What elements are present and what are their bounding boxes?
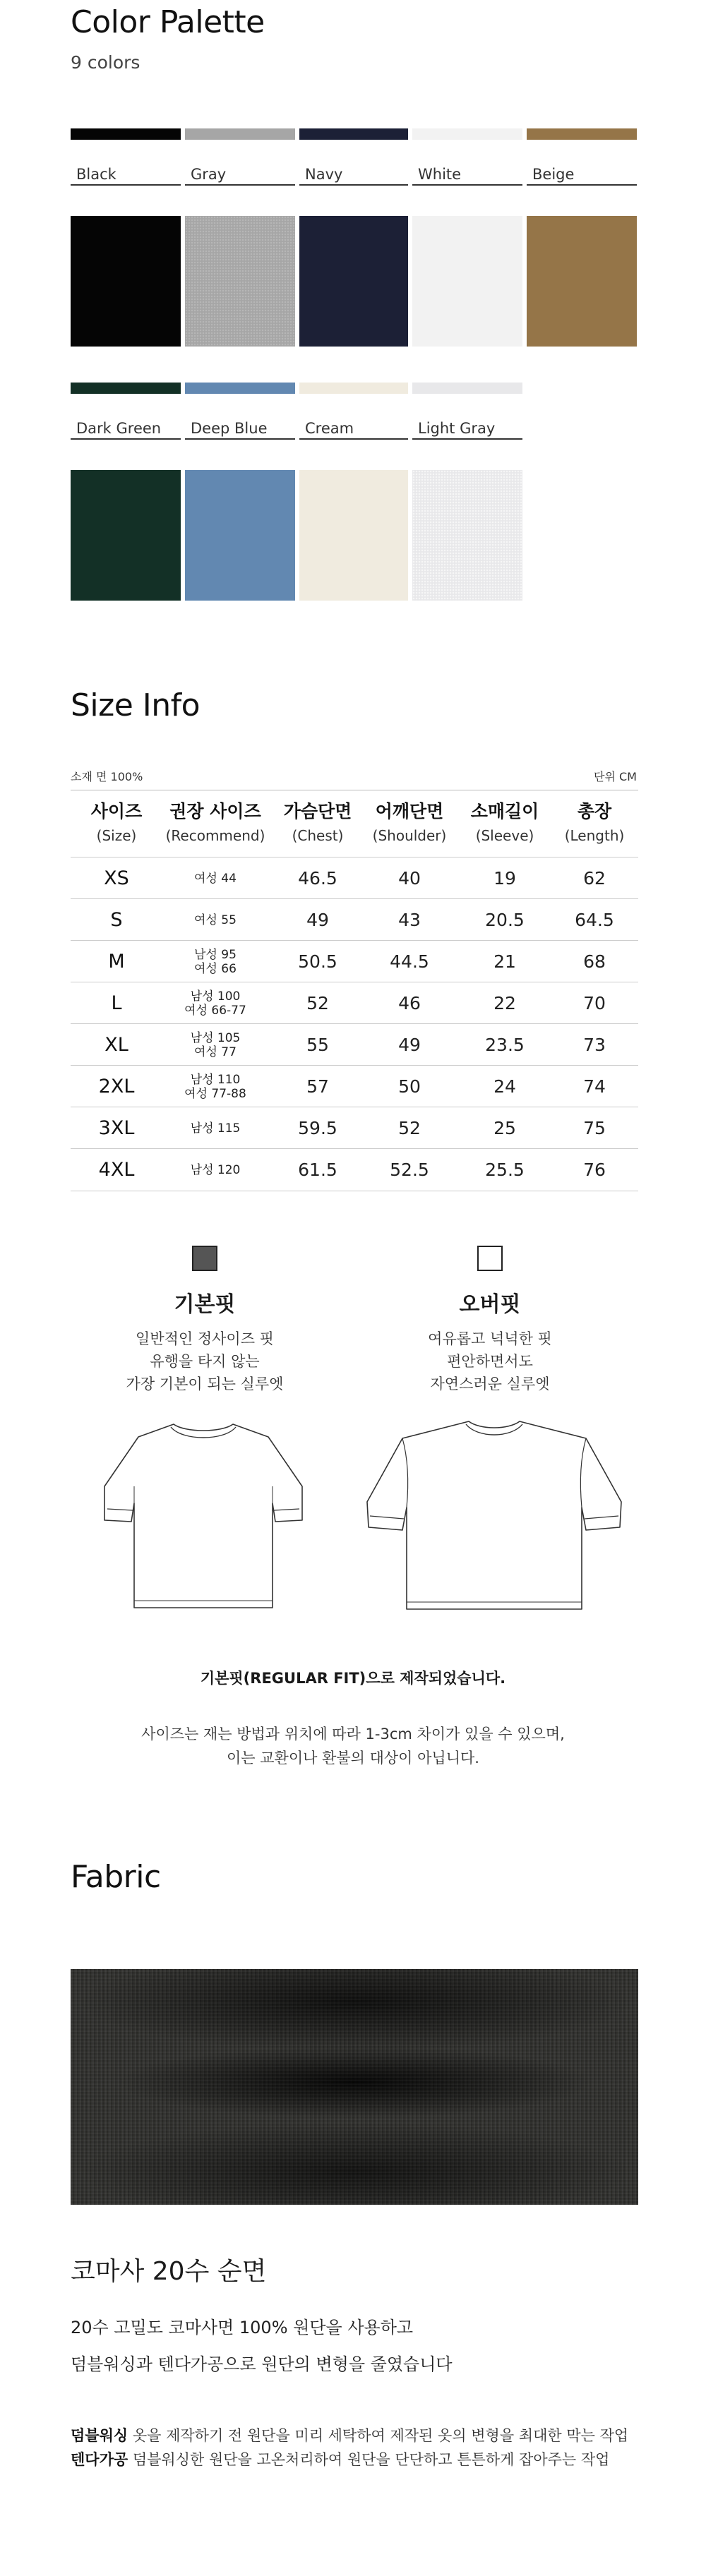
color-swatch-white[interactable]: [412, 216, 522, 347]
row-length: 64.5: [575, 910, 614, 930]
row-length: 75: [583, 1118, 606, 1138]
row-shoulder: 50: [398, 1076, 421, 1097]
row-recommend: 남성 95 여성 66: [194, 947, 237, 976]
size-row-l: [71, 982, 638, 1024]
row-recommend: 남성 100 여성 66-77: [184, 989, 246, 1018]
term-tumble-washing: 덤블워싱 옷을 제작하기 전 원단을 미리 세탁하여 제작된 옷의 변형을 최대한 막는 작업: [71, 2427, 629, 2444]
palette-count: 9 colors: [71, 52, 140, 73]
row-sleeve: 21: [493, 951, 516, 972]
size-row-xl: [71, 1023, 638, 1066]
fabric-name: 코마사 20수 순면: [71, 2257, 267, 2286]
row-size: 2XL: [98, 1076, 135, 1097]
row-sleeve: 25.5: [485, 1160, 525, 1180]
regular-fit-tshirt-illustration: [90, 1419, 316, 1613]
row-shoulder: 52: [398, 1118, 421, 1138]
palette-title: Color Palette: [71, 4, 265, 40]
color-swatch-beige[interactable]: [527, 216, 637, 347]
row-shoulder: 46: [398, 993, 421, 1013]
fabric-terms: [71, 2424, 628, 2472]
header-shoulder: 어깨단면: [375, 801, 444, 821]
row-size: XL: [104, 1034, 128, 1056]
row-size: M: [108, 951, 125, 973]
color-bar-navy: [299, 128, 408, 140]
fabric-description: 20수 고밀도 코마사면 100% 원단을 사용하고 덤블워싱과 텐다가공으로 원단의 변형을 줄였습니다: [71, 2318, 453, 2374]
row-chest: 57: [306, 1076, 329, 1097]
color-bar-dark-green: [71, 383, 181, 394]
color-label-white: White: [412, 155, 522, 186]
color-bar-deep-blue: [185, 383, 295, 394]
size-disclaimer: 사이즈는 재는 방법과 위치에 따라 1-3cm 차이가 있을 수 있으며, 이는 교환이나 환불의 대상이 아닙니다.: [141, 1726, 565, 1767]
over-fit-title: 오버핏: [459, 1292, 521, 1317]
header-recommend-en: (Recommend): [165, 827, 265, 844]
term-tenter-process: 텐다가공 덤블워싱한 원단을 고온처리하여 원단을 단단하고 튼튼하게 잡아주는 작업: [71, 2451, 610, 2468]
regular-fit-desc: 일반적인 정사이즈 핏 유행을 타지 않는 가장 기본이 되는 실루엣: [126, 1330, 284, 1392]
color-label-dark-green: Dark Green: [71, 409, 181, 440]
row-length: 68: [583, 951, 606, 972]
row-chest: 59.5: [298, 1118, 337, 1138]
color-swatch-deep-blue[interactable]: [185, 470, 295, 601]
header-sleeve: 소매길이: [470, 801, 539, 821]
row-sleeve: 22: [493, 993, 516, 1013]
size-row-m: [71, 940, 638, 982]
row-sleeve: 23.5: [485, 1035, 525, 1055]
material-label: 소재 면 100%: [71, 770, 143, 783]
header-size-en: (Size): [96, 827, 137, 844]
fit-note: 기본핏(REGULAR FIT)으로 제작되었습니다.: [200, 1670, 506, 1687]
row-length: 74: [583, 1076, 606, 1097]
color-swatch-light-gray[interactable]: [412, 470, 522, 601]
row-shoulder: 49: [398, 1035, 421, 1055]
row-length: 76: [583, 1160, 606, 1180]
row-recommend: 남성 110 여성 77-88: [184, 1072, 246, 1101]
over-fit-tshirt-illustration: [353, 1414, 635, 1615]
row-length: 73: [583, 1035, 606, 1055]
header-shoulder-en: (Shoulder): [372, 827, 447, 844]
color-bar-gray: [185, 128, 295, 140]
header-chest: 가슴단면: [283, 801, 352, 821]
row-chest: 55: [306, 1035, 329, 1055]
color-bar-light-gray: [412, 383, 522, 394]
color-bar-cream: [299, 383, 408, 394]
over-fit-desc: 여유롭고 넉넉한 핏 편안하면서도 자연스러운 실루엣: [428, 1330, 552, 1392]
regular-fit-checkbox[interactable]: [192, 1246, 217, 1271]
header-length: 총장: [577, 801, 612, 821]
color-bar-beige: [527, 128, 637, 140]
row-sleeve: 25: [493, 1118, 516, 1138]
color-bar-white: [412, 128, 522, 140]
size-row-2xl: [71, 1065, 638, 1107]
row-recommend: 남성 120: [190, 1162, 241, 1177]
row-length: 62: [583, 868, 606, 889]
row-sleeve: 19: [493, 868, 516, 889]
row-size: L: [111, 992, 122, 1014]
header-length-en: (Length): [564, 827, 625, 844]
fabric-photo: [71, 1969, 638, 2205]
row-recommend: 남성 115: [190, 1121, 241, 1136]
row-chest: 61.5: [298, 1160, 337, 1180]
row-size: 4XL: [98, 1159, 135, 1181]
color-swatch-cream[interactable]: [299, 470, 408, 601]
row-shoulder: 40: [398, 868, 421, 889]
row-recommend: 여성 55: [194, 913, 237, 927]
row-size: 3XL: [98, 1117, 135, 1139]
row-size: XS: [104, 867, 129, 889]
color-swatch-navy[interactable]: [299, 216, 408, 347]
over-fit-checkbox[interactable]: [477, 1246, 503, 1271]
row-shoulder: 43: [398, 910, 421, 930]
size-row-xs: [71, 857, 638, 899]
row-chest: 49: [306, 910, 329, 930]
size-title: Size Info: [71, 687, 201, 723]
size-row-3xl: [71, 1107, 638, 1149]
color-label-gray: Gray: [185, 155, 295, 186]
color-label-black: Black: [71, 155, 181, 186]
row-chest: 46.5: [298, 868, 337, 889]
color-bar-black: [71, 128, 181, 140]
row-sleeve: 20.5: [485, 910, 525, 930]
size-row-s: [71, 898, 638, 941]
row-shoulder: 44.5: [390, 951, 429, 972]
row-size: S: [110, 909, 123, 931]
header-sleeve-en: (Sleeve): [475, 827, 534, 844]
row-chest: 52: [306, 993, 329, 1013]
header-size: 사이즈: [90, 801, 143, 821]
header-chest-en: (Chest): [292, 827, 344, 844]
regular-fit-title: 기본핏: [174, 1292, 236, 1317]
color-label-beige: Beige: [527, 155, 637, 186]
color-label-deep-blue: Deep Blue: [185, 409, 295, 440]
row-shoulder: 52.5: [390, 1160, 429, 1180]
row-recommend: 여성 44: [194, 871, 237, 886]
header-recommend: 권장 사이즈: [169, 801, 261, 821]
color-swatch-dark-green[interactable]: [71, 470, 181, 601]
color-swatch-gray[interactable]: [185, 216, 295, 347]
color-label-light-gray: Light Gray: [412, 409, 522, 440]
color-label-navy: Navy: [299, 155, 408, 186]
color-swatch-black[interactable]: [71, 216, 181, 347]
row-chest: 50.5: [298, 951, 337, 972]
row-length: 70: [583, 993, 606, 1013]
color-label-cream: Cream: [299, 409, 408, 440]
unit-label: 단위 CM: [594, 770, 637, 783]
fabric-title: Fabric: [71, 1859, 161, 1895]
row-sleeve: 24: [493, 1076, 516, 1097]
row-recommend: 남성 105 여성 77: [190, 1030, 241, 1059]
size-row-4xl: [71, 1148, 638, 1191]
